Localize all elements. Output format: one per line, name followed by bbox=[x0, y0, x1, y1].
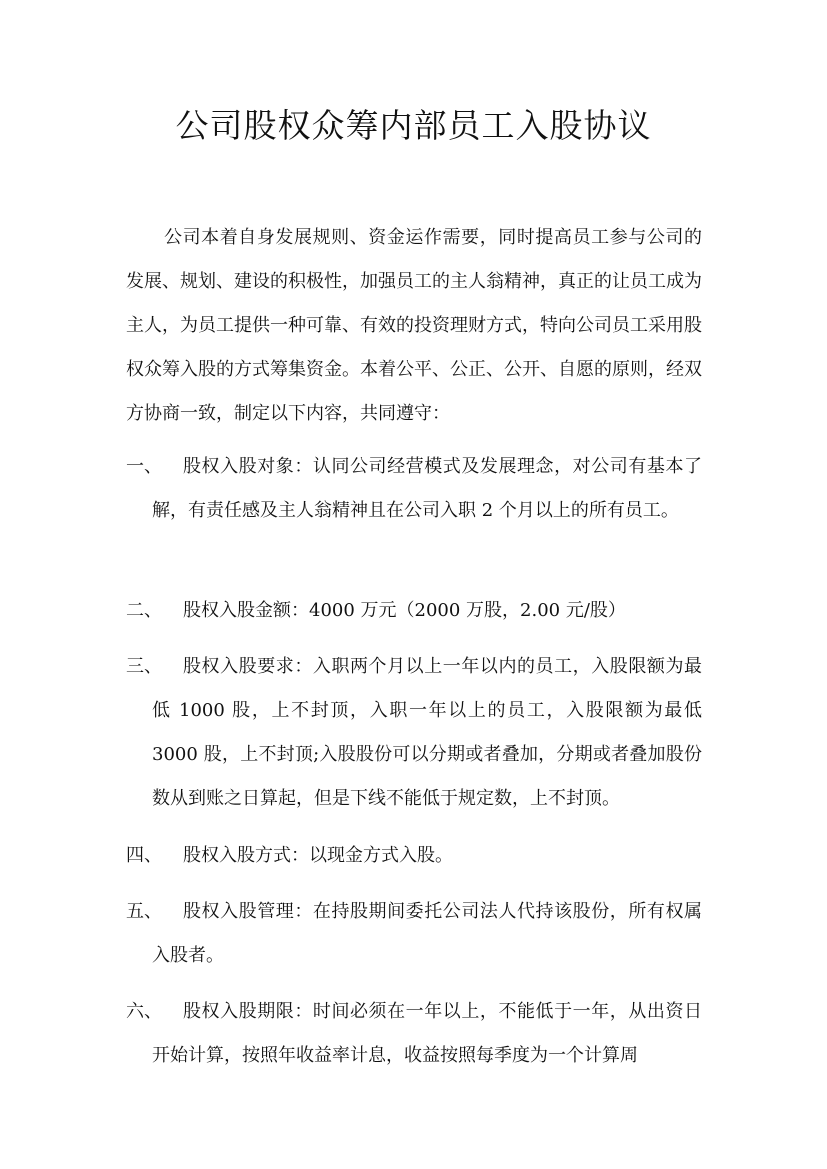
clause-number: 四、 bbox=[126, 845, 162, 866]
clause-2 bbox=[126, 589, 702, 633]
clause-text: 股权入股要求：入职两个月以上一年以内的员工，入股限额为最低 1000 股，上不封顶，入职一年以上的员工，入股限额为最低 3000 股，上不封顶;入股股份可以分期或者叠加，分期或者叠加股份数从到账之日算起，但是下线不能低于规定数，上不封顶。 bbox=[152, 656, 702, 809]
intro-paragraph: 公司本着自身发展规则、资金运作需要，同时提高员工参与公司的发展、规划、建设的积极性，加强员工的主人翁精神，真正的让员工成为主人，为员工提供一种可靠、有效的投资理财方式，特向公司员工采用股权众筹入股的方式筹集资金。本着公平、公正、公开、自愿的原则，经双方协商一致，制定以下内容，共同遵守： bbox=[126, 227, 702, 424]
clause-6 bbox=[126, 990, 702, 1078]
clause-number: 六、 bbox=[126, 1001, 162, 1022]
clause-1 bbox=[126, 445, 702, 533]
clause-text: 股权入股方式：以现金方式入股。 bbox=[183, 845, 453, 866]
clause-text: 股权入股管理：在持股期间委托公司法人代持该股份，所有权属入股者。 bbox=[152, 901, 702, 966]
clause-text: 股权入股期限：时间必须在一年以上，不能低于一年，从出资日开始计算，按照年收益率计息，收益按照每季度为一个计算周 bbox=[152, 1001, 702, 1066]
clause-4 bbox=[126, 834, 702, 878]
clause-number: 三、 bbox=[126, 656, 162, 677]
clause-number: 二、 bbox=[126, 600, 162, 621]
document-title: 公司股权众筹内部员工入股协议 bbox=[175, 106, 652, 145]
clause-5 bbox=[126, 890, 702, 978]
clause-text: 股权入股对象：认同公司经营模式及发展理念，对公司有基本了解，有责任感及主人翁精神且在公司入职 2 个月以上的所有员工。 bbox=[152, 456, 702, 521]
clause-3 bbox=[126, 645, 702, 821]
clause-number: 一、 bbox=[126, 456, 162, 477]
clause-text: 股权入股金额：4000 万元（2000 万股，2.00 元/股） bbox=[183, 600, 626, 621]
clause-number: 五、 bbox=[126, 901, 162, 922]
